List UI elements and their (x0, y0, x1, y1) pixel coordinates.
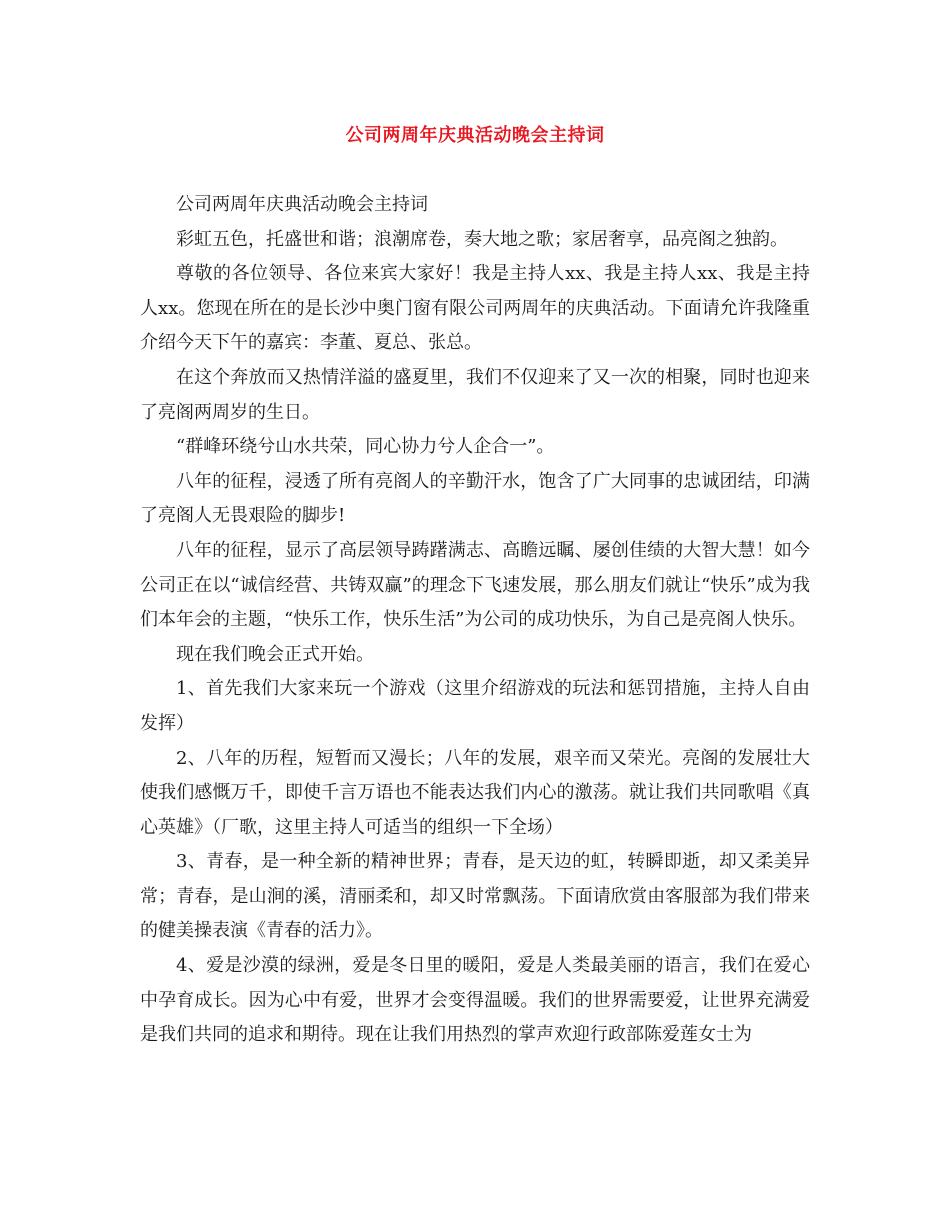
paragraph: 公司两周年庆典活动晚会主持词 (176, 194, 428, 215)
paragraph: 1、首先我们大家来玩一个游戏（这里介绍游戏的玩法和惩罚措施，主持人自由发挥） (140, 678, 810, 734)
paragraph: “群峰环绕兮山水共荣，同心协力兮人企合一”。 (176, 436, 555, 458)
paragraph: 在这个奔放而又热情洋溢的盛夏里，我们不仅迎来了又一次的相聚，同时也迎来了亮阁两周岁的生日。 (140, 366, 810, 423)
document-title: 公司两周年庆典活动晚会主持词 (345, 125, 605, 146)
paragraph: 八年的征程，浸透了所有亮阁人的辛勤汗水，饱含了广大同事的忠诚团结，印满了亮阁人无畏艰险的脚步! (140, 470, 810, 527)
paragraph: 彩虹五色，托盛世和谐；浪潮席卷，奏大地之歌；家居奢享，品亮阁之独韵。 (176, 228, 788, 250)
paragraph: 现在我们晚会正式开始。 (176, 643, 374, 665)
paragraph: 4、爱是沙漠的绿洲，爱是冬日里的暖阳，爱是人类最美丽的语言，我们在爱心中孕育成长。因为心中有爱，世界才会变得温暖。我们的世界需要爱，让世界充满爱是我们共同的追求和期待。现在让我们用热烈的掌声欢迎行政部陈爱莲女士为 (140, 955, 810, 1046)
paragraph: 2、八年的历程，短暂而又漫长；八年的发展，艰辛而又荣光。亮阁的发展壮大使我们感慨万千，即使千言万语也不能表达我们内心的激荡。就让我们共同歌唱《真心英雄》（厂歌，这里主持人可适当的组织一下全场） (140, 747, 810, 838)
paragraph: 3、青春，是一种全新的精神世界；青春，是天边的虹，转瞬即逝，却又柔美异常；青春，是山涧的溪，清丽柔和，却又时常飘荡。下面请欣赏由客服部为我们带来的健美操表演《青春的活力》。 (140, 851, 810, 942)
paragraph: 八年的征程，显示了高层领导踌躇满志、高瞻远瞩、屡创佳绩的大智大慧！如今公司正在以“诚信经营、共铸双赢”的理念下飞速发展，那么朋友们就让“快乐”成为我们本年会的主题，“快乐工作，快乐生活”为公司的成功快乐，为自己是亮阁人快乐。 (140, 539, 810, 631)
paragraph: 尊敬的各位领导、各位来宾大家好！我是主持人xx、我是主持人xx、我是主持人xx。您现在所在的是长沙中奥门窗有限公司两周年的庆典活动。下面请允许我隆重介绍今天下午的嘉宾：李董、夏总、张总。 (140, 263, 810, 354)
document-body (140, 188, 810, 1053)
